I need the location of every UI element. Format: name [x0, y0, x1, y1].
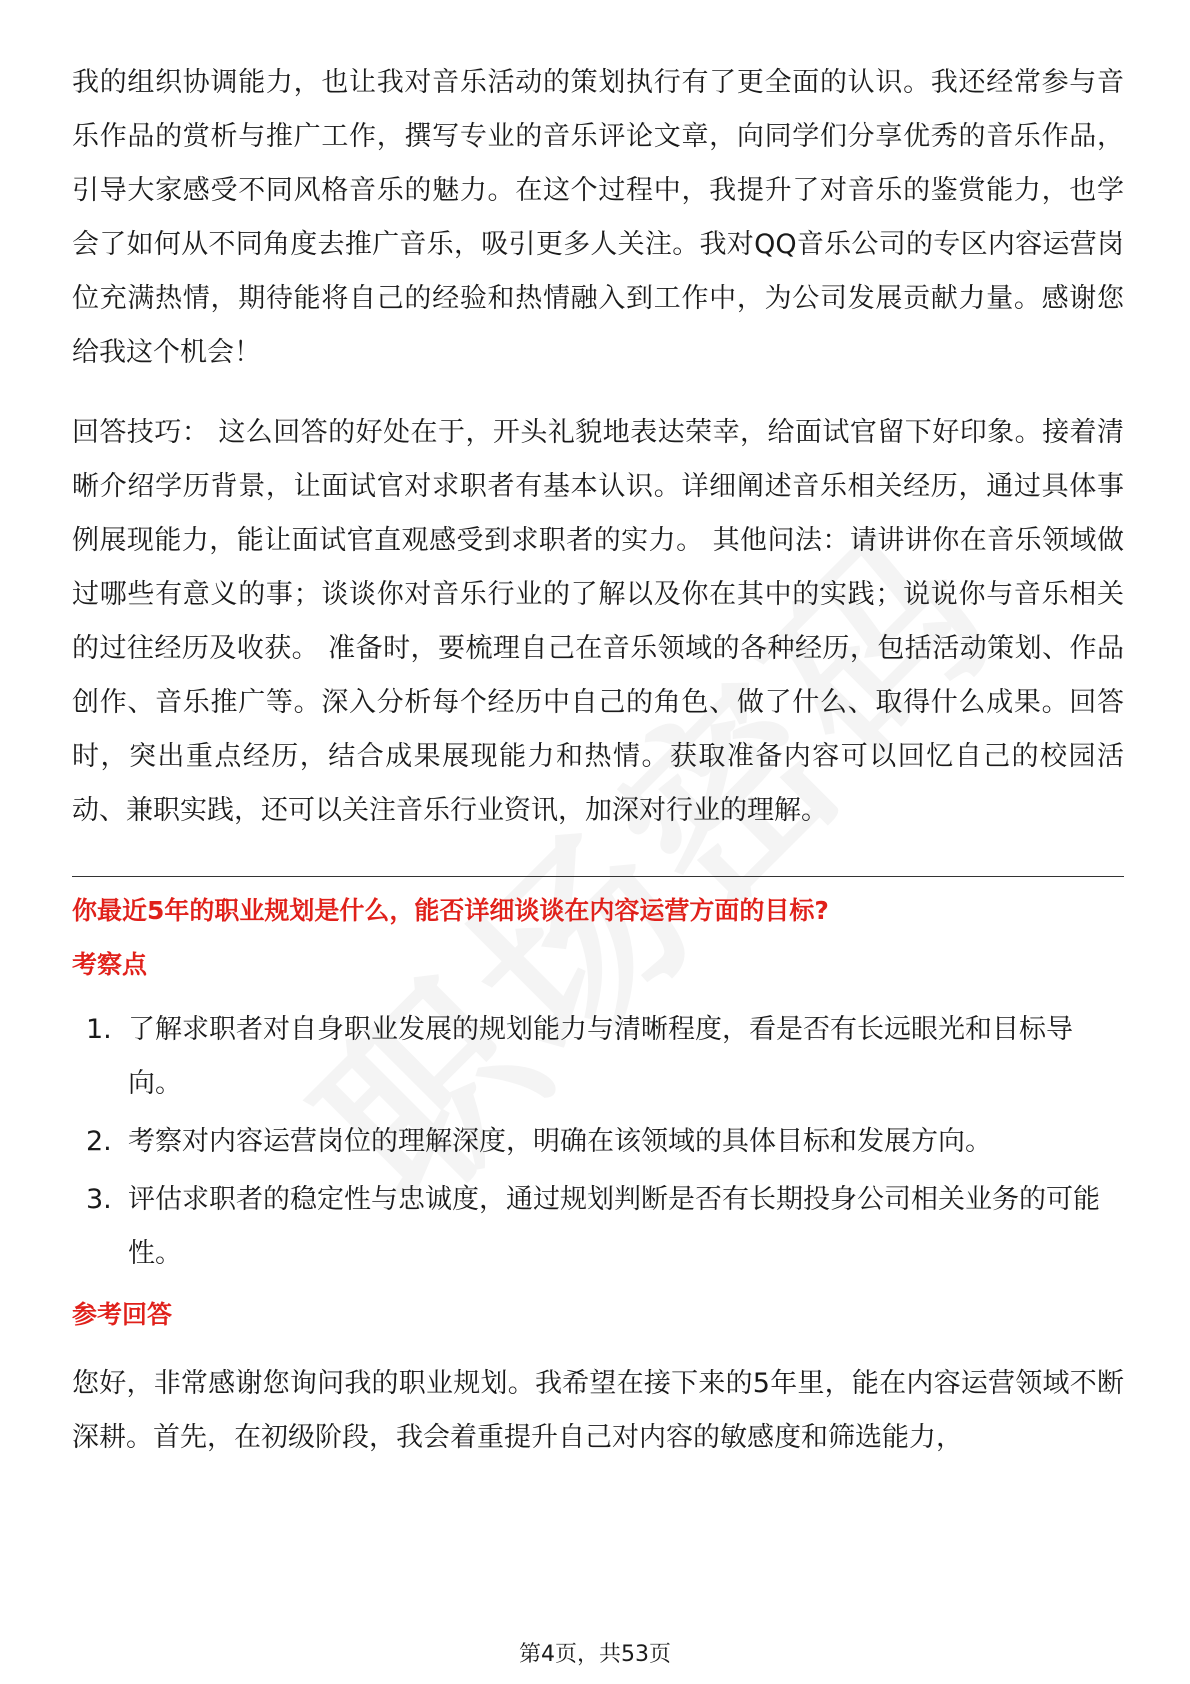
list-number: 1. [86, 1014, 112, 1045]
list-item [72, 1003, 1124, 1111]
list-text: 了解求职者对自身职业发展的规划能力与清晰程度，看是否有长远眼光和目标导向。 [128, 1014, 1073, 1099]
list-item [72, 1115, 1124, 1169]
list-item [72, 1173, 1124, 1281]
tips-paragraph: 回答技巧： 这么回答的好处在于，开头礼貌地表达荣幸，给面试官留下好印象。接着清晰介绍学历背景，让面试官对求职者有基本认识。详细阐述音乐相关经历，通过具体事例展现能力，能让面试官直观感受到求职者的实力。 其他问法：请讲讲你在音乐领域做过哪些有意义的事；谈谈你对音乐行业的了解以及你在其中的实践；说说你与音乐相关的过往经历及收获。 准备时，要梳理自己在音乐领域的各种经历，包括活动策划、作品创作、音乐推广等。深入分析每个经历中自己的角色、做了什么、取得什么成果。回答时，突出重点经历，结合成果展现能力和热情。获取准备内容可以回忆自己的校园活动、兼职实践，还可以关注音乐行业资讯，加深对行业的理解。 [72, 417, 1124, 826]
assessment-list [72, 1003, 1124, 1281]
reference-answer: 您好，非常感谢您询问我的职业规划。我希望在接下来的5年里，能在内容运营领域不断深耕。首先，在初级阶段，我会着重提升自己对内容的敏感度和筛选能力， [72, 1368, 1124, 1453]
list-text: 考察对内容运营岗位的理解深度，明确在该领域的具体目标和发展方向。 [128, 1126, 992, 1157]
assessment-label: 考察点 [72, 950, 148, 979]
list-number: 3. [86, 1184, 112, 1215]
intro-paragraph: 我的组织协调能力，也让我对音乐活动的策划执行有了更全面的认识。我还经常参与音乐作品的赏析与推广工作，撰写专业的音乐评论文章，向同学们分享优秀的音乐作品，引导大家感受不同风格音乐的魅力。在这个过程中，我提升了对音乐的鉴赏能力，也学会了如何从不同角度去推广音乐，吸引更多人关注。我对QQ音乐公司的专区内容运营岗位充满热情，期待能将自己的经验和热情融入到工作中，为公司发展贡献力量。感谢您给我这个机会！ [72, 67, 1124, 368]
section-divider [72, 876, 1124, 877]
list-text: 评估求职者的稳定性与忠诚度，通过规划判断是否有长期投身公司相关业务的可能性。 [128, 1184, 1100, 1269]
page-content [72, 56, 1124, 1465]
page-footer: 第4页，共53页 [519, 1642, 671, 1667]
question-heading: 你最近5年的职业规划是什么，能否详细谈谈在内容运营方面的目标? [72, 896, 829, 925]
list-number: 2. [86, 1126, 112, 1157]
reference-label: 参考回答 [72, 1300, 173, 1329]
